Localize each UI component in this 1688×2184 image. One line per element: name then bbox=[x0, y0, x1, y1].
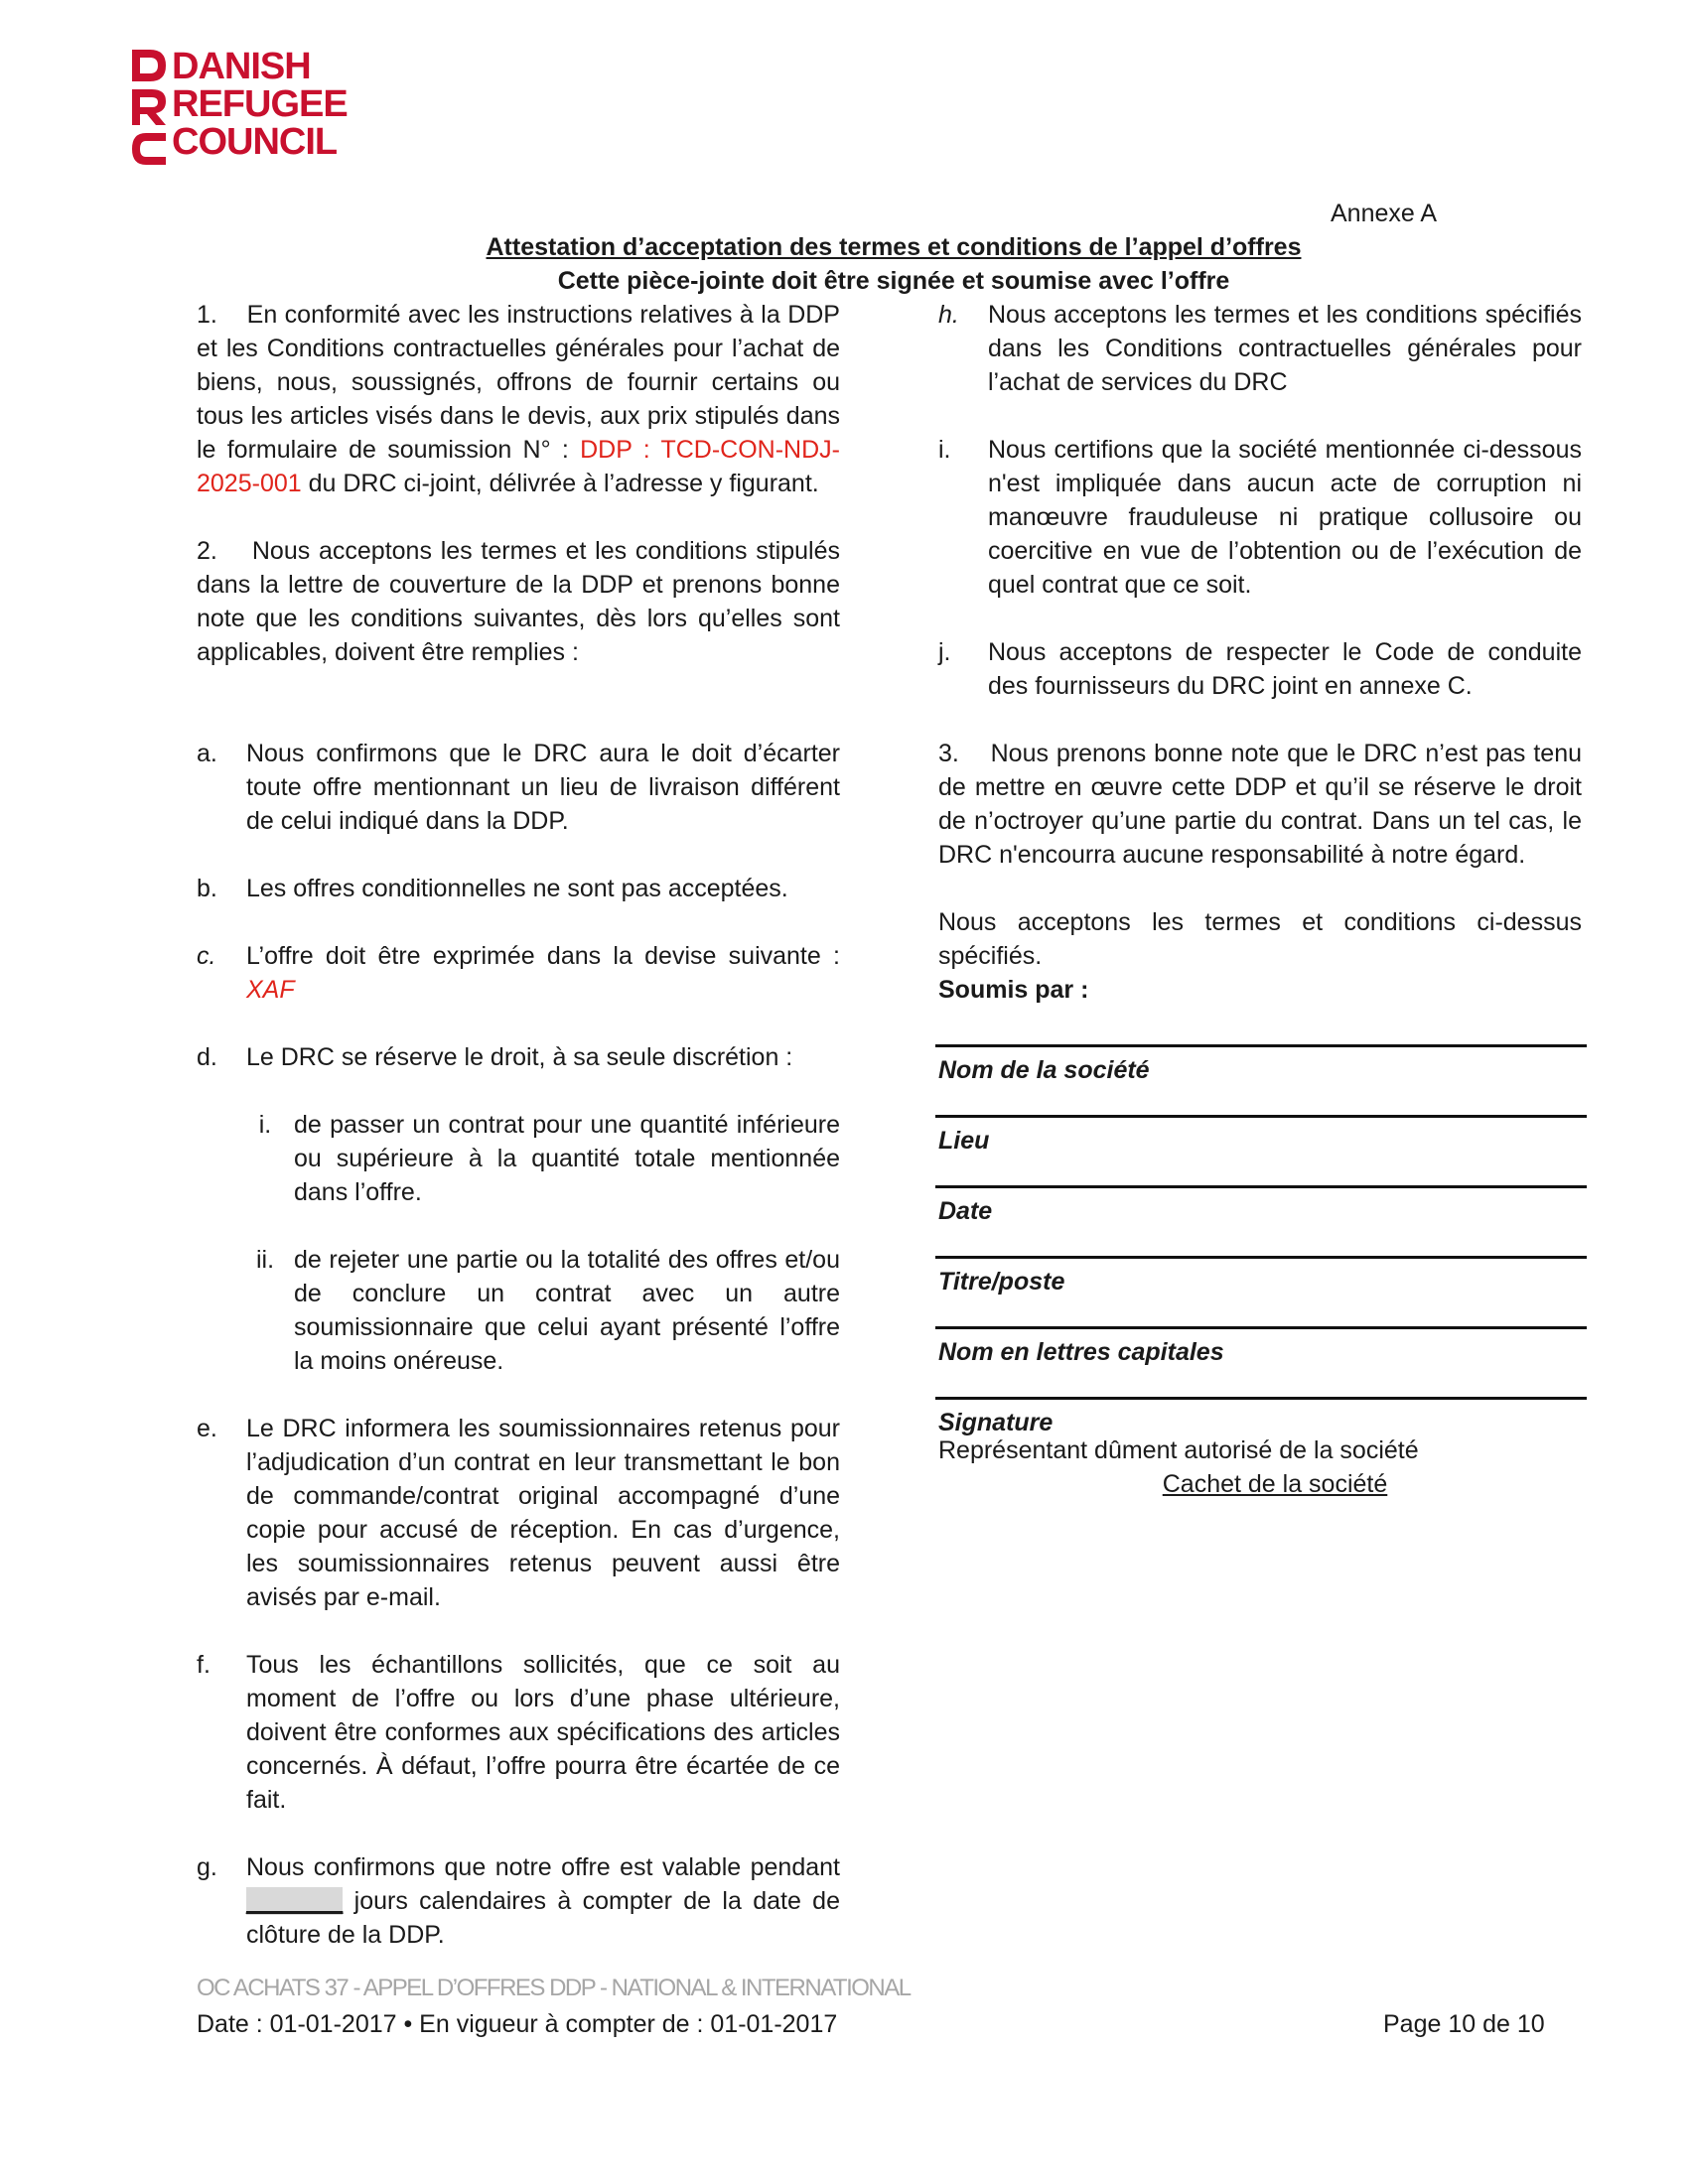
condition-a: a. Nous confirmons que le DRC aura le doit d’écarter toute offre mentionnant un lieu de livraison différent de celui indiqué dans la DDP. bbox=[197, 740, 840, 835]
clause-2: 2. Nous acceptons les termes et les conditions stipulés dans la lettre de couverture de la DDP et prenons bonne note que les conditions suivantes, dès lors qu’elles sont applicables, doivent être remplies : bbox=[197, 537, 840, 666]
tender-reference: DDP : TCD-CON-NDJ-2025-001 bbox=[197, 436, 840, 497]
condition-d: d. Le DRC se réserve le droit, à sa seule discrétion : bbox=[197, 1043, 793, 1071]
authorized-representative: Représentant dûment autorisé de la société bbox=[938, 1436, 1419, 1464]
document-title: Attestation d’acceptation des termes et conditions de l’appel d’offres bbox=[486, 233, 1302, 261]
condition-d-i: i. de passer un contrat pour une quantité inférieure ou supérieure à la quantité totale mentionnée dans l’offre. bbox=[258, 1111, 840, 1206]
validity-days-field[interactable]: _______ bbox=[246, 1887, 344, 1915]
condition-g: g. Nous confirmons que notre offre est valable pendant _______ jours calendaires à compter de la date de clôture de la DDP. bbox=[197, 1853, 840, 1949]
condition-d-ii: ii. de rejeter une partie ou la totalité des offres et/ou de conclure un contrat avec un autre soumissionnaire que celui ayant présenté l’offre la moins onéreuse. bbox=[255, 1246, 840, 1375]
drc-logo-text: DANISH REFUGEE COUNCIL bbox=[172, 46, 348, 163]
clause-3: 3. Nous prenons bonne note que le DRC n’est pas tenu de mettre en œuvre cette DDP et qu’il se réserve le droit de n’octroyer qu’une partie du contrat. Dans un tel cas, le DRC n'encourra aucune responsabilité à notre égard. bbox=[938, 740, 1583, 869]
drc-logo bbox=[132, 46, 348, 167]
right-column bbox=[938, 298, 1582, 1501]
clause-1: 1. En conformité avec les instructions relatives à la DDP et les Conditions contractuelles générales pour l’achat de biens, nous, soussignés, offrons de fournir certains ou tous les articles visés dans le devis, aux prix stipulés dans le formulaire de soumission N° : DDP : TCD-CON-NDJ-2025-001 du DRC ci-joint, délivrée à l’adresse y figurant. bbox=[197, 301, 840, 497]
document-subtitle: Cette pièce-jointe doit être signée et soumise avec l’offre bbox=[557, 267, 1230, 295]
footer-dates: Date : 01-01-2017 • En vigueur à compter de : 01-01-2017 bbox=[197, 2010, 838, 2038]
capitals-name-label: Nom en lettres capitales bbox=[938, 1338, 1224, 1366]
date-label: Date bbox=[938, 1197, 993, 1225]
company-stamp: Cachet de la société bbox=[1162, 1470, 1388, 1498]
condition-f: f. Tous les échantillons sollicités, que ce soit au moment de l’offre ou lors d’une phase ultérieure, doivent être conformes aux spécifications des articles concernés. À défaut, l’offre pourra être écartée de ce fait. bbox=[197, 1651, 840, 1814]
condition-c: c. L’offre doit être exprimée dans la devise suivante : XAF bbox=[197, 942, 840, 1004]
condition-b: b. Les offres conditionnelles ne sont pas acceptées. bbox=[197, 875, 788, 902]
signature-label: Signature bbox=[938, 1409, 1054, 1436]
submitted-by-label: Soumis par : bbox=[938, 976, 1089, 1004]
job-title-label: Titre/poste bbox=[938, 1268, 1065, 1296]
condition-i: i. Nous certifions que la société mentionnée ci-dessous n'est impliquée dans aucun acte de corruption ni manœuvre frauduleuse ni pratique collusoire ou coercitive en vue de l’obtention ou de l’exécution de quel contrat que ce soit. bbox=[938, 436, 1582, 599]
condition-j: j. Nous acceptons de respecter le Code de conduite des fournisseurs du DRC joint en annexe C. bbox=[938, 638, 1582, 700]
condition-h: h. Nous acceptons les termes et les conditions spécifiés dans les Conditions contractuelles générales pour l’achat de services du DRC bbox=[938, 301, 1582, 396]
left-column bbox=[197, 298, 840, 1952]
footer-doc-reference: OC ACHATS 37 - APPEL D’OFFRES DDP - NATIONAL & INTERNATIONAL bbox=[197, 1975, 911, 2001]
currency-value: XAF bbox=[246, 976, 295, 1004]
acceptance-statement: Nous acceptons les termes et conditions ci-dessus spécifiés. bbox=[938, 908, 1582, 970]
page-number: Page 10 de 10 bbox=[1383, 2010, 1545, 2038]
place-label: Lieu bbox=[938, 1127, 990, 1155]
annex-label: Annexe A bbox=[1331, 200, 1438, 227]
company-name-label: Nom de la société bbox=[938, 1056, 1150, 1084]
condition-e: e. Le DRC informera les soumissionnaires retenus pour l’adjudication d’un contrat en leur transmettant le bon de commande/contrat original accompagné d’une copie pour accusé de réception. En cas d’urgence, les soumissionnaires retenus peuvent aussi être avisés par e-mail. bbox=[197, 1415, 840, 1611]
drc-logo-mark bbox=[132, 50, 166, 165]
